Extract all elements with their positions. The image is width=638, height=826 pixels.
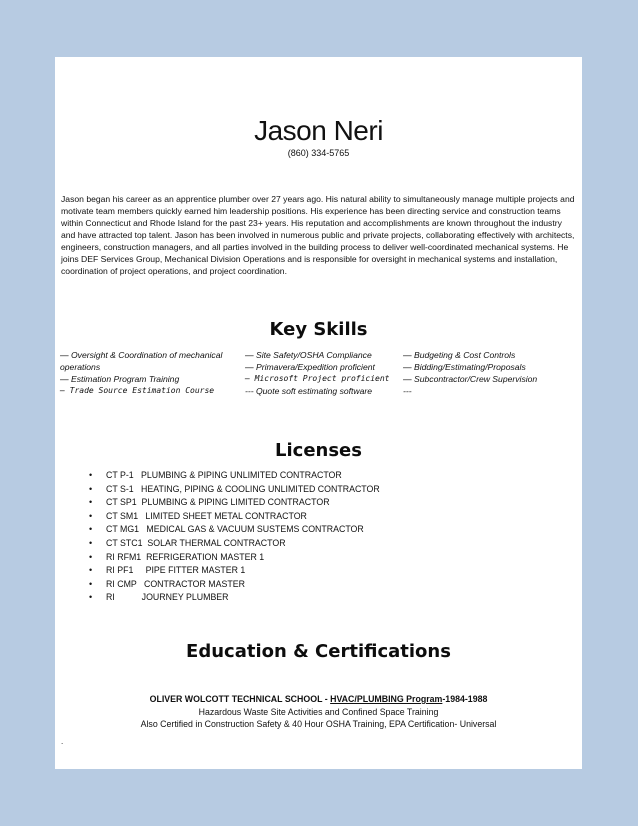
program-years: -1984-1988	[442, 694, 488, 704]
certification-line: Hazardous Waste Site Activities and Confined Space Training	[198, 706, 439, 717]
education-heading: Education & Certifications	[186, 641, 451, 662]
skill-item: — Bidding/Estimating/Proposals	[403, 362, 526, 372]
education-school-line	[55, 693, 582, 706]
certification-line: Also Certified in Construction Safety & 40 Hour OSHA Training, EPA Certification- Universal	[140, 719, 497, 729]
skill-item: — Budgeting & Cost Controls	[403, 350, 516, 360]
education-block	[55, 693, 582, 731]
licenses-list	[89, 469, 380, 605]
license-item: • CT SP1 PLUMBING & PIPING LIMITED CONTRACTOR	[89, 496, 380, 510]
license-item: • CT SM1 LIMITED SHEET METAL CONTRACTOR	[89, 510, 380, 524]
skills-column-2	[245, 349, 395, 397]
skill-item: --- Quote soft estimating software	[245, 386, 373, 396]
license-item: • CT MG1 MEDICAL GAS & VACUUM SUSTEMS CONTRACTOR	[89, 523, 380, 537]
license-item: • RI JOURNEY PLUMBER	[89, 591, 380, 605]
skills-column-3	[403, 349, 573, 397]
school-name: OLIVER WOLCOTT TECHNICAL SCHOOL -	[149, 694, 331, 704]
program-name: HVAC/PLUMBING Program	[330, 694, 443, 704]
resume-page	[55, 57, 582, 769]
license-item: • CT P-1 PLUMBING & PIPING UNLIMITED CONTRACTOR	[89, 469, 380, 483]
license-item: • CT STC1 SOLAR THERMAL CONTRACTOR	[89, 537, 380, 551]
licenses-heading: Licenses	[275, 440, 362, 461]
phone-number: (860) 334-5765	[287, 148, 350, 158]
candidate-name: Jason Neri	[254, 115, 383, 146]
skill-item: — Trade Source Estimation Course	[60, 386, 215, 395]
license-item: • RI PF1 PIPE FITTER MASTER 1	[89, 564, 380, 578]
skill-item: — Microsoft Project proficient	[245, 374, 390, 383]
skill-item: — Oversight & Coordination of mechanical operations	[60, 350, 223, 372]
skills-column-1	[60, 349, 235, 397]
skill-item: — Estimation Program Training	[60, 374, 180, 384]
skill-item: — Site Safety/OSHA Compliance	[245, 350, 372, 360]
license-item: • CT S-1 HEATING, PIPING & COOLING UNLIMITED CONTRACTOR	[89, 483, 380, 497]
skill-item: — Primavera/Expedition proficient	[245, 362, 375, 372]
footer-mark: .	[61, 737, 64, 746]
key-skills-heading: Key Skills	[269, 319, 368, 340]
license-item: • RI RFM1 REFRIGERATION MASTER 1	[89, 551, 380, 565]
bio-paragraph: Jason began his career as an apprentice plumber over 27 years ago. His natural ability to simultaneously manage multiple projects and motivate team members quickly earned him leadership positions. His experience has been directing service and construction teams within Connecticut and Rhode Island for the past 23+ years. His reputation and accomplishments are known throughout the industry and have attracted top talent. Jason has been involved in numerous public and private projects, collaborating effectively with architects, engineers, construction managers, and all parties involved in the building process to deliver well-coordinated mechanical systems. He joins DEF Services Group, Mechanical Division Operations and is responsible for oversight in mechanical systems and installation, coordination of project operations, and project coordination.	[61, 194, 575, 276]
skill-item: — Subcontractor/Crew Supervision	[403, 374, 538, 384]
skill-item: ---	[403, 386, 412, 396]
license-item: • RI CMP CONTRACTOR MASTER	[89, 578, 380, 592]
